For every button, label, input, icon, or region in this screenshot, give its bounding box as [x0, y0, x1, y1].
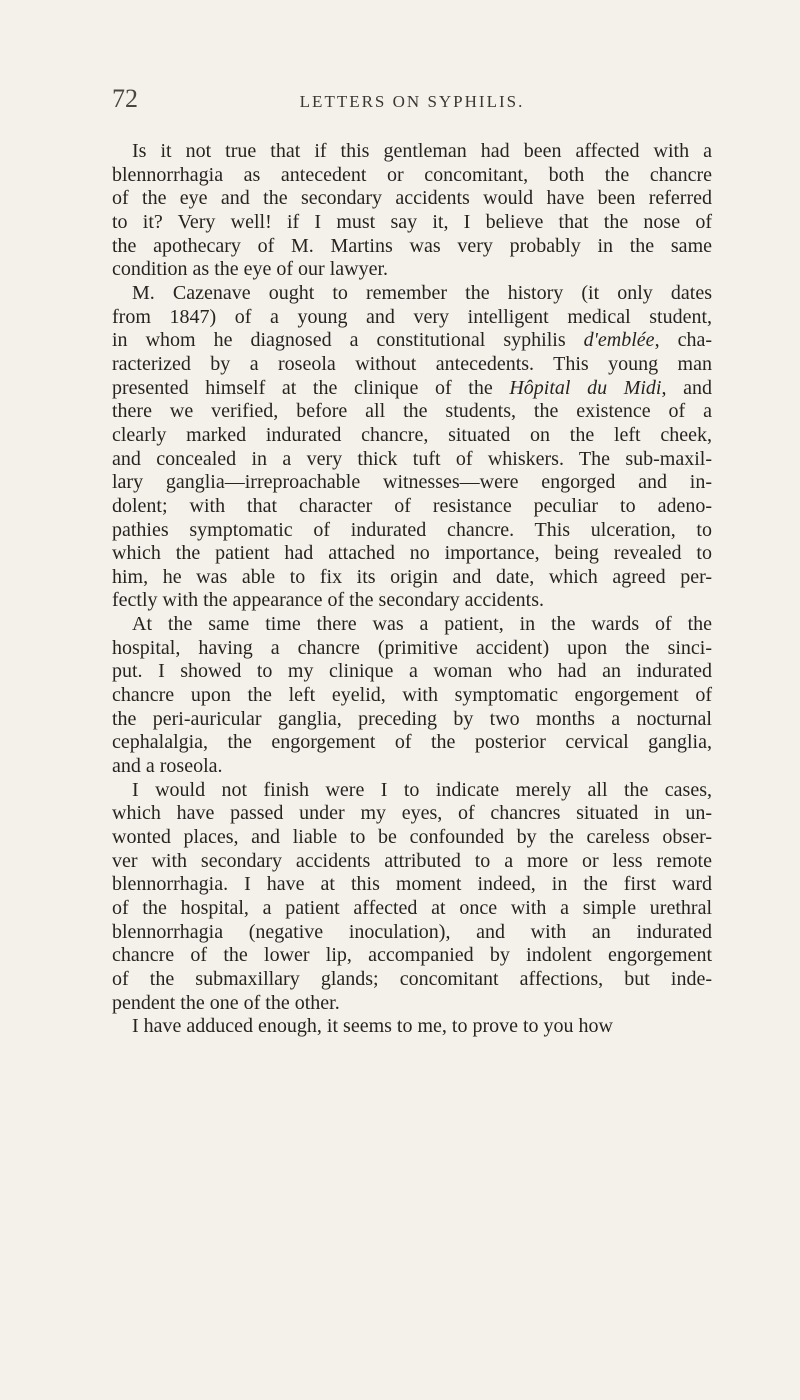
text-line: chancre of the lower lip, accompanied by indolent engorgement	[112, 944, 712, 967]
text-line: from 1847) of a young and very intelligent medical student,	[112, 305, 712, 328]
text-line: of the submaxillary glands; concomitant affections, but inde-	[112, 967, 712, 990]
running-title: LETTERS ON SYPHILIS.	[299, 92, 525, 111]
text-line: of the hospital, a patient affected at once with a simple urethral	[112, 897, 712, 919]
text-line: racterized by a roseola without antecedents. This young man	[112, 352, 712, 375]
text-line: the apothecary of M. Martins was very probably in the same	[112, 234, 712, 257]
text-line: dolent; with that character of resistance peculiar to adeno-	[112, 494, 712, 517]
text-line: and a roseola.	[112, 755, 223, 778]
text-line: wonted places, and liable to be confounded by the careless obser-	[112, 826, 712, 849]
text-line: which the patient had attached no importance, being revealed to	[112, 542, 712, 565]
text-line: cephalalgia, the engorgement of the posterior cervical ganglia,	[112, 731, 712, 754]
text-line: in whom he diagnosed a constitutional syphilis d'emblée, cha-	[112, 329, 712, 352]
text-line: to it? Very well! if I must say it, I believe that the nose of	[112, 210, 712, 233]
text-line: presented himself at the clinique of the Hôpital du Midi, and	[112, 376, 712, 399]
text-line: ver with secondary accidents attributed to a more or less remote	[112, 849, 712, 872]
body-text	[112, 140, 712, 1039]
text-line: M. Cazenave ought to remember the history (it only dates	[132, 281, 712, 304]
text-line: there we verified, before all the students, the existence of a	[112, 400, 712, 423]
text-line: I have adduced enough, it seems to me, to prove to you how	[132, 1015, 613, 1038]
text-line: hospital, having a chancre (primitive accident) upon the sinci-	[112, 636, 712, 659]
text-line: blennorrhagia (negative inoculation), and with an indurated	[112, 920, 712, 943]
text-line: lary ganglia—irreproachable witnesses—were engorged and in-	[112, 471, 712, 494]
text-line: pendent the one of the other.	[112, 991, 340, 1014]
text-line: fectly with the appearance of the secondary accidents.	[112, 589, 545, 612]
text-line: of the eye and the secondary accidents would have been referred	[112, 187, 712, 210]
text-line: chancre upon the left eyelid, with symptomatic engorgement of	[112, 684, 712, 707]
text-line: and concealed in a very thick tuft of whiskers. The sub-maxil-	[112, 447, 712, 470]
text-line: which have passed under my eyes, of chancres situated in un-	[112, 802, 712, 825]
text-line: Is it not true that if this gentleman had been affected with a	[132, 140, 712, 162]
text-line: I would not finish were I to indicate merely all the cases,	[132, 778, 712, 801]
text-line: put. I showed to my clinique a woman who had an indurated	[112, 660, 712, 683]
text-line: blennorrhagia. I have at this moment indeed, in the first ward	[112, 873, 712, 896]
text-line: him, he was able to fix its origin and date, which agreed per-	[112, 565, 712, 588]
text-line: blennorrhagia as antecedent or concomitant, both the chancre	[112, 163, 712, 186]
text-line: clearly marked indurated chancre, situated on the left cheek,	[112, 423, 712, 446]
text-line: pathies symptomatic of indurated chancre. This ulceration, to	[112, 518, 712, 541]
text-line: condition as the eye of our lawyer.	[112, 258, 389, 281]
text-line: At the same time there was a patient, in the wards of the	[132, 613, 712, 636]
text-line: the peri-auricular ganglia, preceding by two months a nocturnal	[112, 707, 712, 730]
page-number: 72	[112, 84, 138, 113]
page-header	[112, 84, 712, 116]
